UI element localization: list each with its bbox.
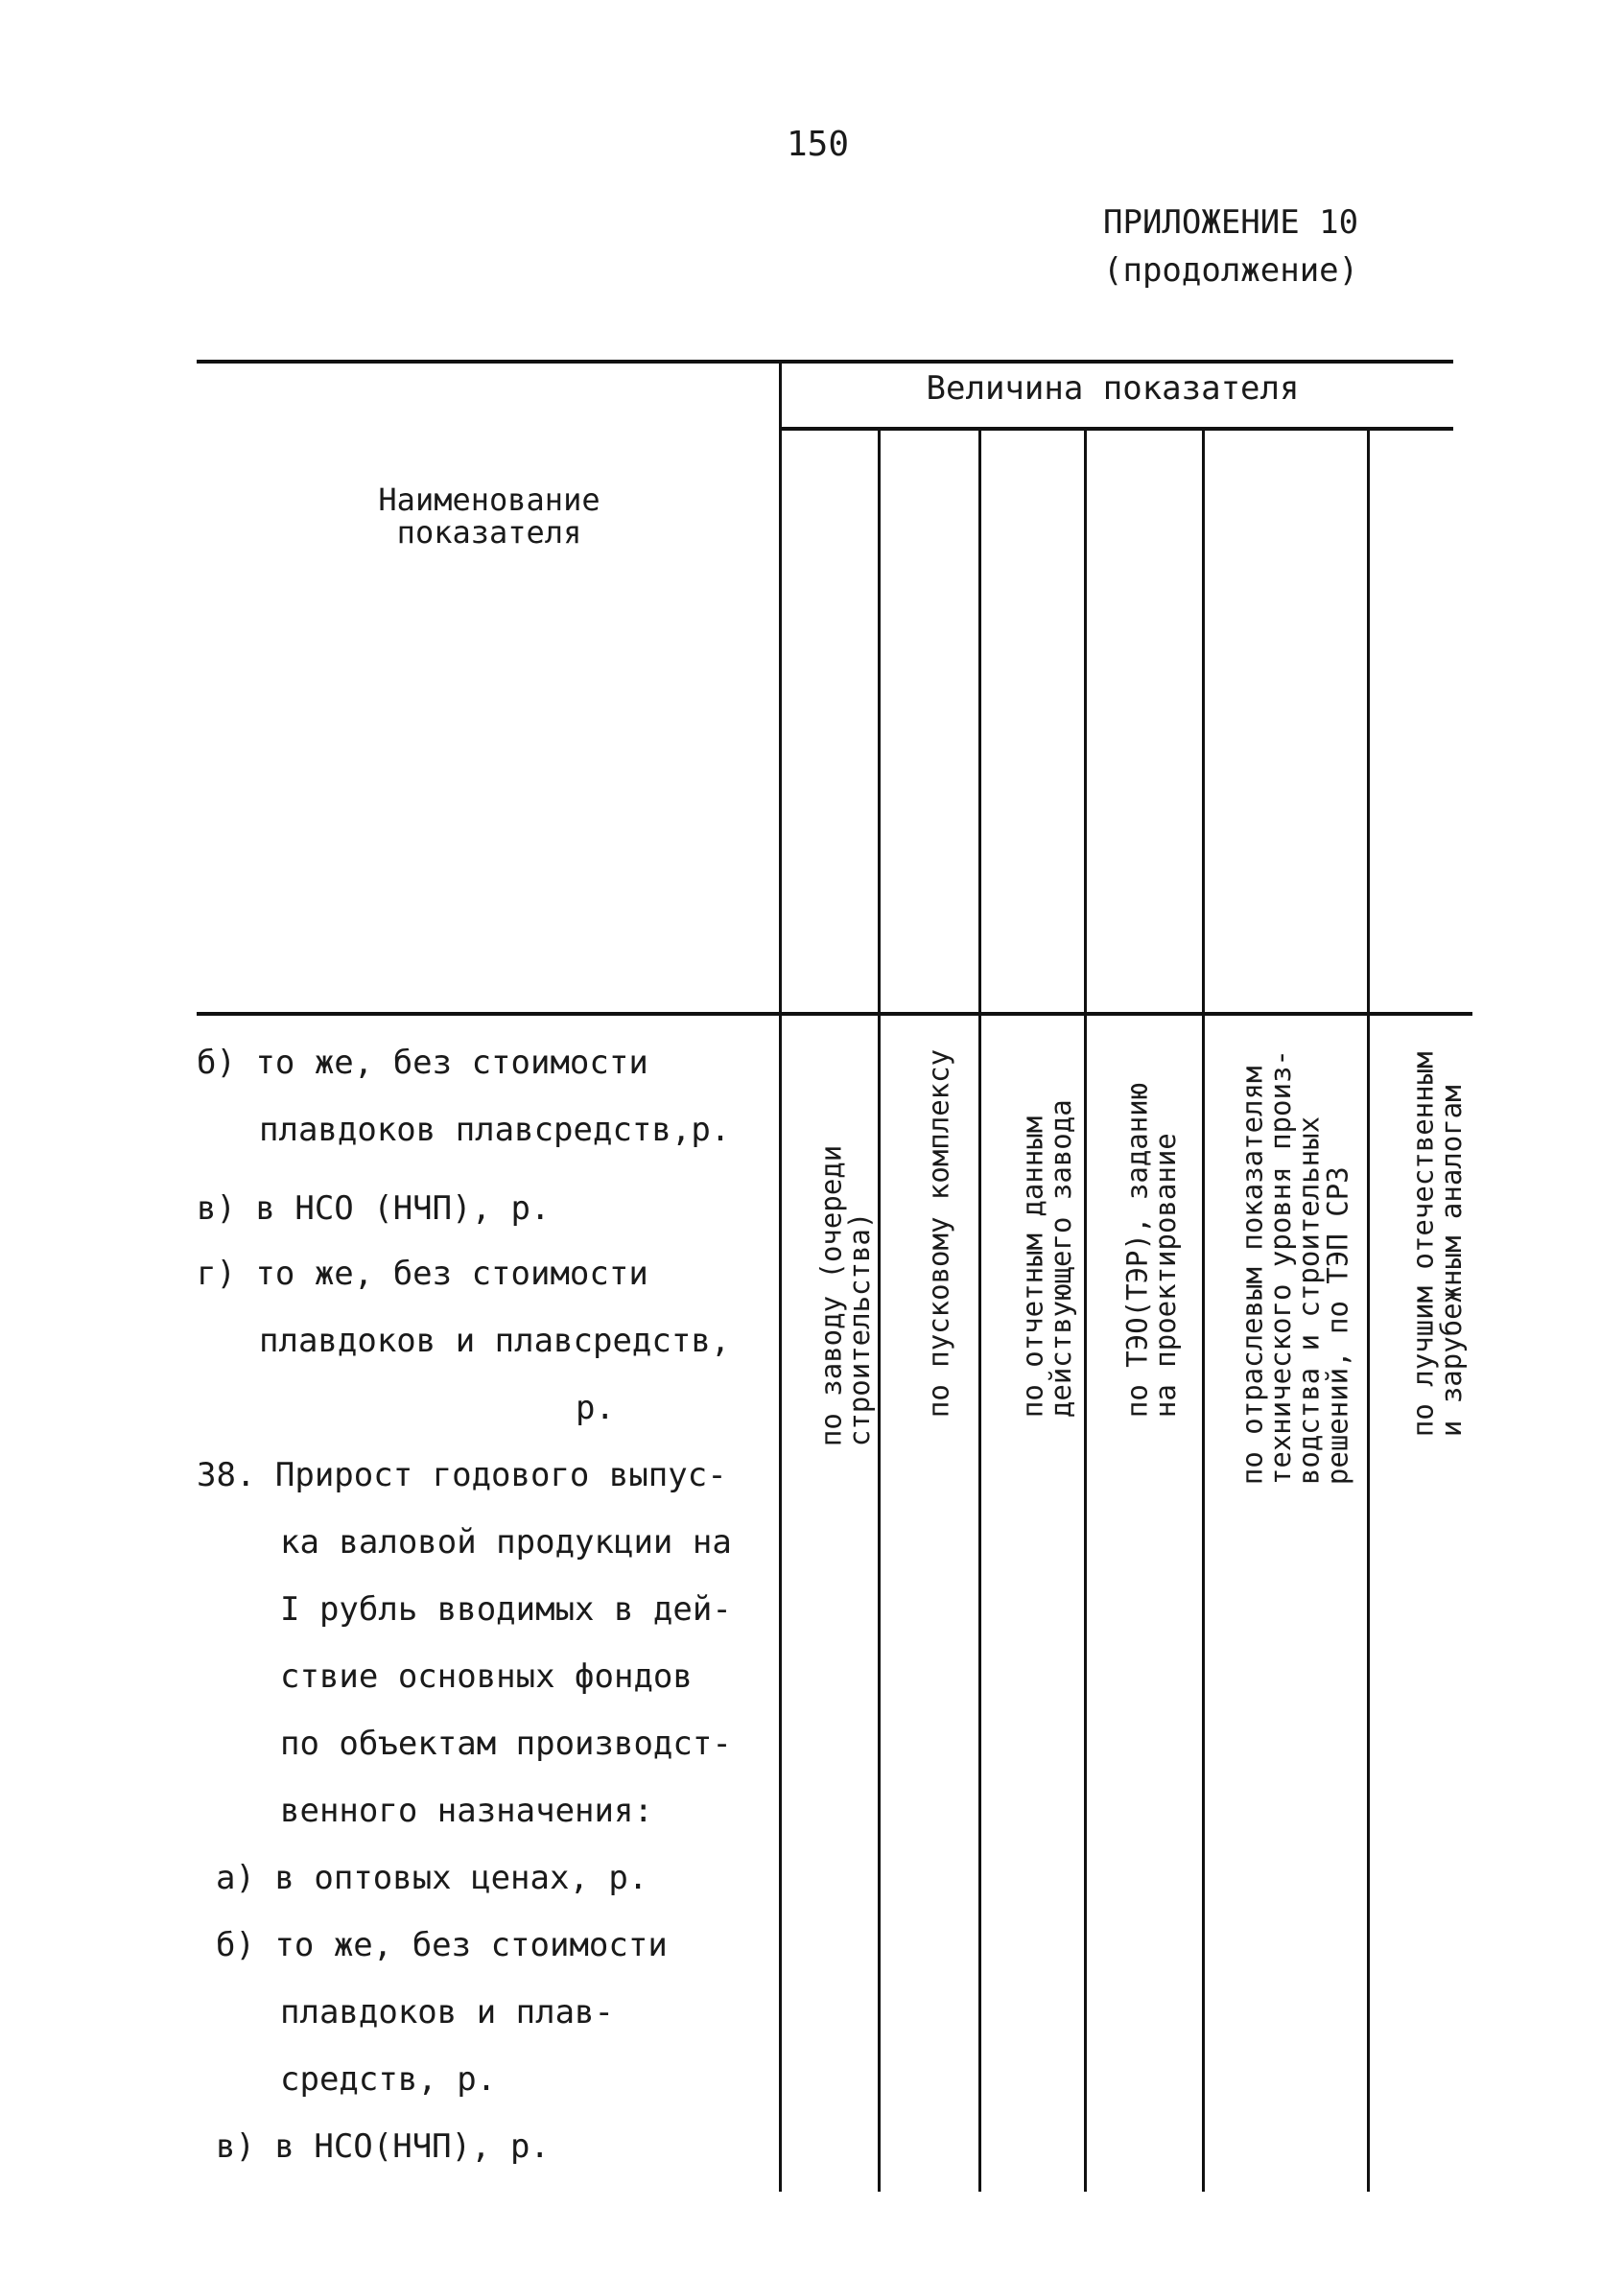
column-header-line: и зарубежным аналогам — [1435, 1085, 1469, 1438]
table-top-rule — [197, 360, 1453, 364]
table-row-label: б) то же, без стоимости — [197, 1044, 648, 1082]
column-header-line: по отчетным данным — [1016, 1116, 1049, 1419]
column-header-line: по заводу (очереди — [814, 1144, 848, 1447]
column-divider — [878, 427, 881, 2192]
table-row-label: г) то же, без стоимости — [197, 1255, 648, 1293]
name-header-line: Наименование — [378, 481, 600, 518]
table-row-label: по объектам производст- — [280, 1725, 732, 1763]
table-row-label: р. — [576, 1389, 615, 1427]
table-row-label: венного назначения: — [280, 1792, 653, 1830]
table-row-label: в) в НСО(НЧП), р. — [216, 2127, 550, 2166]
column-header-line: на проектирование — [1149, 1133, 1183, 1419]
column-divider — [978, 427, 981, 2192]
table-row-label: плавдоков и плавсредств, — [259, 1322, 731, 1360]
column-header-reported-data — [991, 1000, 1076, 1451]
table-row-label: а) в оптовых ценах, р. — [216, 1859, 648, 1897]
table-row-label: средств, р. — [280, 2060, 497, 2099]
column-header-best-analogs — [1381, 1000, 1467, 1470]
name-header — [201, 481, 777, 551]
table-row-label: плавдоков плавсредств,р. — [259, 1111, 731, 1149]
table-row-label: плавдоков и плав- — [280, 1993, 614, 2031]
column-header-launch-complex — [897, 1000, 953, 1451]
appendix-subtitle: (продолжение) — [1103, 251, 1359, 290]
column-header-line: решений, по ТЭП СРЗ — [1321, 1166, 1354, 1486]
appendix-title: ПРИЛОЖЕНИЕ 10 — [1103, 203, 1359, 242]
column-header-feasibility — [1095, 1000, 1181, 1451]
column-header-line: по пусковому комплексу — [922, 1048, 955, 1419]
column-divider — [1202, 427, 1205, 2192]
column-header-line: по лучшим отечественным — [1406, 1051, 1440, 1438]
column-divider — [779, 360, 782, 2192]
table-row-label: ка валовой продукции на — [280, 1523, 732, 1562]
column-header-line: по отраслевым показателям — [1236, 1066, 1269, 1486]
column-divider — [1084, 427, 1087, 2192]
column-header-line: строительства) — [843, 1211, 877, 1447]
page-number: 150 — [787, 125, 850, 164]
group-header: Величина показателя — [926, 369, 1300, 408]
table-row-label: в) в НСО (НЧП), р. — [197, 1189, 551, 1228]
column-header-line: технического уровня произ- — [1264, 1049, 1298, 1486]
column-header-line: действующего завода — [1045, 1099, 1078, 1419]
column-header-line: водства и строительных — [1292, 1116, 1326, 1486]
name-header-line: показателя — [396, 513, 582, 551]
table-row-label: 38. Прирост годового выпус- — [197, 1456, 727, 1494]
table-row-label: ствие основных фондов — [280, 1657, 693, 1696]
table-row-label: I рубль вводимых в дей- — [280, 1590, 732, 1629]
column-header-line: по ТЭО(ТЭР), заданию — [1120, 1082, 1154, 1419]
column-divider — [1367, 427, 1370, 2192]
table-row-label: б) то же, без стоимости — [216, 1926, 668, 1964]
column-header-plant — [789, 1000, 875, 1480]
column-header-industry-indicators — [1211, 1000, 1353, 1518]
